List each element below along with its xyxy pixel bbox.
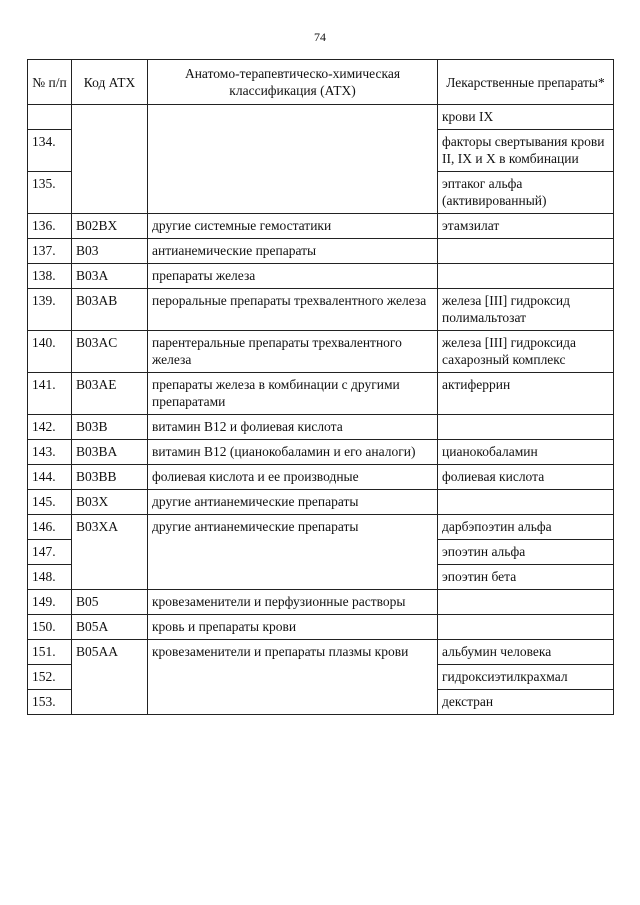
row-num: 142. [28, 415, 72, 440]
row-num: 153. [28, 690, 72, 715]
row-classification: кровезаменители и препараты плазмы крови [148, 640, 438, 715]
row-drug: цианокобаламин [438, 440, 614, 465]
header-code: Код АТХ [72, 60, 148, 105]
atx-table [27, 59, 614, 715]
row-classification: другие антианемические препараты [148, 515, 438, 590]
row-num: 136. [28, 214, 72, 239]
row-num: 145. [28, 490, 72, 515]
row-num: 146. [28, 515, 72, 540]
row-num: 135. [28, 172, 72, 214]
row-drug: эпоэтин альфа [438, 540, 614, 565]
row-code: B03BB [72, 465, 148, 490]
row-classification: витамин B12 (цианокобаламин и его аналоги) [148, 440, 438, 465]
row-drug: крови IX [438, 105, 614, 130]
row-classification: другие системные гемостатики [148, 214, 438, 239]
row-drug [438, 239, 614, 264]
header-num: № п/п [28, 60, 72, 105]
row-num: 150. [28, 615, 72, 640]
row-num: 144. [28, 465, 72, 490]
row-num: 139. [28, 289, 72, 331]
row-drug: эпоэтин бета [438, 565, 614, 590]
row-code: B03B [72, 415, 148, 440]
row-drug: фолиевая кислота [438, 465, 614, 490]
table-row [28, 440, 614, 465]
table-row [28, 415, 614, 440]
row-code: B05A [72, 615, 148, 640]
row-code: B03XA [72, 515, 148, 590]
row-drug [438, 490, 614, 515]
row-code: B03 [72, 239, 148, 264]
row-num: 138. [28, 264, 72, 289]
row-num: 147. [28, 540, 72, 565]
row-code: B03X [72, 490, 148, 515]
row-classification: кровезаменители и перфузионные растворы [148, 590, 438, 615]
table-row [28, 331, 614, 373]
row-num [28, 105, 72, 130]
row-classification [148, 105, 438, 214]
row-drug: дарбэпоэтин альфа [438, 515, 614, 540]
row-num: 152. [28, 665, 72, 690]
row-drug: этамзилат [438, 214, 614, 239]
row-code: B03BA [72, 440, 148, 465]
row-code: B03A [72, 264, 148, 289]
row-num: 141. [28, 373, 72, 415]
row-code: B02BX [72, 214, 148, 239]
row-code: B03AE [72, 373, 148, 415]
row-drug: декстран [438, 690, 614, 715]
row-num: 148. [28, 565, 72, 590]
row-num: 143. [28, 440, 72, 465]
table-row [28, 640, 614, 665]
row-num: 151. [28, 640, 72, 665]
row-code: B03AB [72, 289, 148, 331]
table-row [28, 515, 614, 540]
table-row [28, 105, 614, 130]
row-num: 137. [28, 239, 72, 264]
table-row [28, 490, 614, 515]
row-code: B05AA [72, 640, 148, 715]
table-row [28, 373, 614, 415]
row-drug [438, 615, 614, 640]
page-number: 74 [314, 30, 326, 44]
row-code: B05 [72, 590, 148, 615]
row-drug: актиферрин [438, 373, 614, 415]
header-classification: Анатомо-терапевтическо-химическая классификация (АТХ) [148, 60, 438, 105]
row-code: B03AC [72, 331, 148, 373]
row-num: 149. [28, 590, 72, 615]
row-drug: железа [III] гидроксид полимальтозат [438, 289, 614, 331]
table-row [28, 615, 614, 640]
row-classification: препараты железа [148, 264, 438, 289]
row-code [72, 105, 148, 214]
table-row [28, 590, 614, 615]
row-classification: антианемические препараты [148, 239, 438, 264]
row-drug: гидроксиэтилкрахмал [438, 665, 614, 690]
header-drugs: Лекарственные препараты* [438, 60, 614, 105]
row-num: 134. [28, 130, 72, 172]
row-drug: факторы свертывания крови II, IX и X в комбинации [438, 130, 614, 172]
row-classification: пероральные препараты трехвалентного железа [148, 289, 438, 331]
row-classification: фолиевая кислота и ее производные [148, 465, 438, 490]
row-drug: альбумин человека [438, 640, 614, 665]
table-row [28, 239, 614, 264]
table-header-row [28, 60, 614, 105]
row-classification: кровь и препараты крови [148, 615, 438, 640]
row-num: 140. [28, 331, 72, 373]
row-classification: витамин B12 и фолиевая кислота [148, 415, 438, 440]
row-drug [438, 590, 614, 615]
table-row [28, 214, 614, 239]
row-classification: парентеральные препараты трехвалентного железа [148, 331, 438, 373]
row-drug [438, 415, 614, 440]
table-row [28, 289, 614, 331]
row-drug: эптаког альфа (активированный) [438, 172, 614, 214]
row-drug [438, 264, 614, 289]
row-drug: железа [III] гидроксида сахарозный комплекс [438, 331, 614, 373]
table-row [28, 264, 614, 289]
row-classification: препараты железа в комбинации с другими препаратами [148, 373, 438, 415]
table-row [28, 465, 614, 490]
row-classification: другие антианемические препараты [148, 490, 438, 515]
